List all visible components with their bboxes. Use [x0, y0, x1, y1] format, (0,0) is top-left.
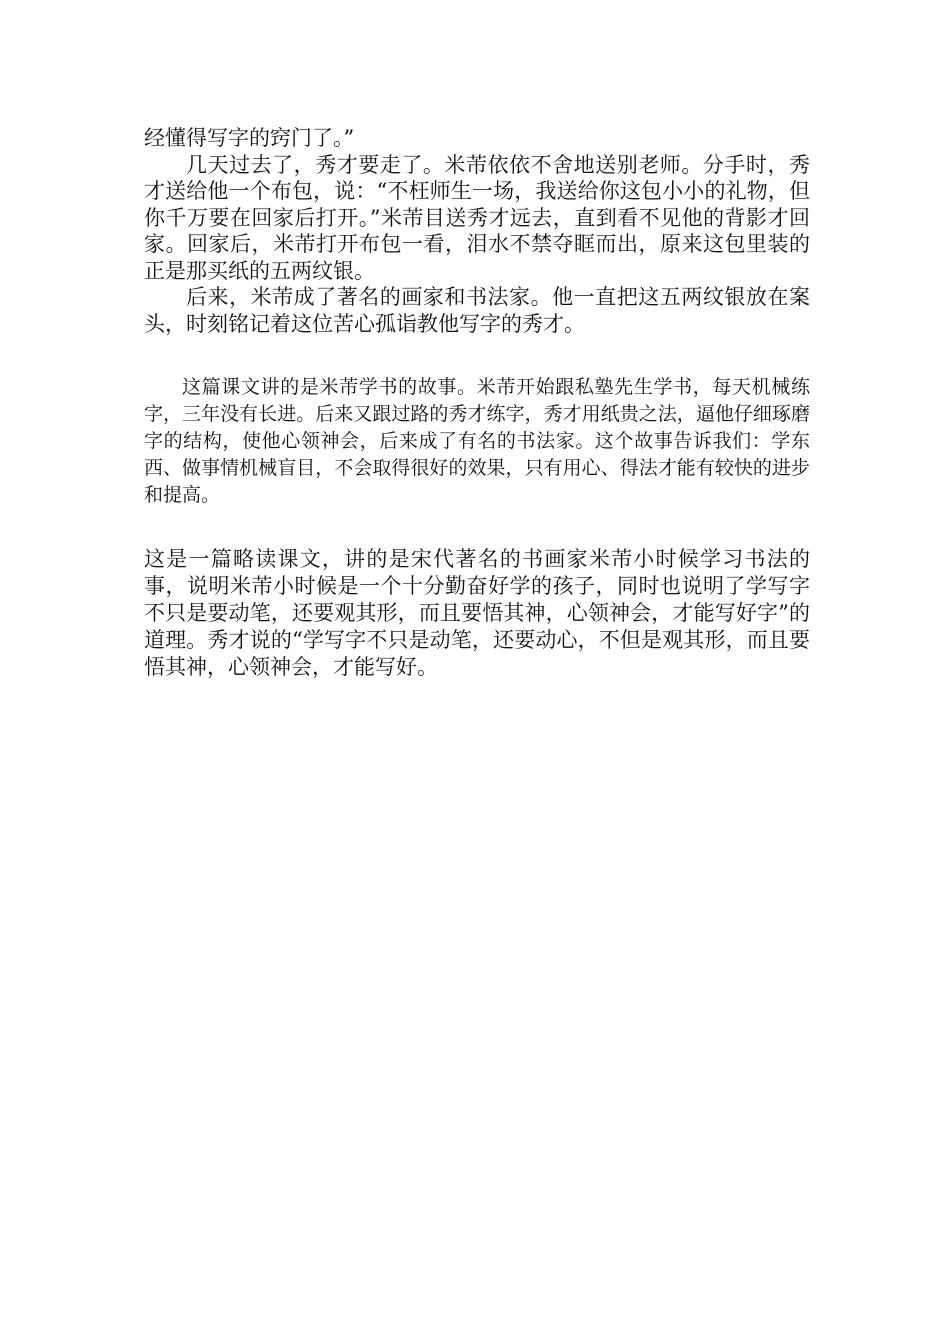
summary-paragraph: 这篇课文讲的是米芾学书的故事。米芾开始跟私塾先生学书，每天机械练字，三年没有长进。后来又跟过路的秀才练字，秀才用纸贵之法，逼他仔细琢磨字的结构，使他心领神会，后来成了有名的书法家。这个故事告诉我们：学东西、做事情机械盲目，不会取得很好的效果，只有用心、得法才能有较快的进步和提高。 — [144, 376, 810, 506]
story-section — [144, 125, 810, 337]
analysis-paragraph: 这是一篇略读课文，讲的是宋代著名的书画家米芾小时候学习书法的事，说明米芾小时候是一个十分勤奋好学的孩子，同时也说明了学写字不只是要动笔，还要观其形，而且要悟其神，心领神会，才能写好字”的道理。秀才说的“学写字不只是动笔，还要动心，不但是观其形，而且要悟其神，心领神会，才能写好。 — [144, 547, 810, 679]
story-paragraph: 几天过去了，秀才要走了。米芾依依不舍地送别老师。分手时，秀才送给他一个布包，说：“不枉师生一场，我送给你这包小小的礼物，但你千万要在回家后打开。”米芾目送秀才远去，直到看不见他的背影才回家。回家后，米芾打开布包一看，泪水不禁夺眶而出，原来这包里装的正是那买纸的五两纹银。 — [144, 152, 810, 283]
story-paragraph: 后来，米芾成了著名的画家和书法家。他一直把这五两纹银放在案头，时刻铭记着这位苦心孤诣教他写字的秀才。 — [144, 285, 810, 336]
summary-section — [144, 374, 810, 509]
analysis-section — [144, 546, 810, 681]
story-paragraph: 经懂得写字的窍门了。” — [144, 126, 355, 150]
